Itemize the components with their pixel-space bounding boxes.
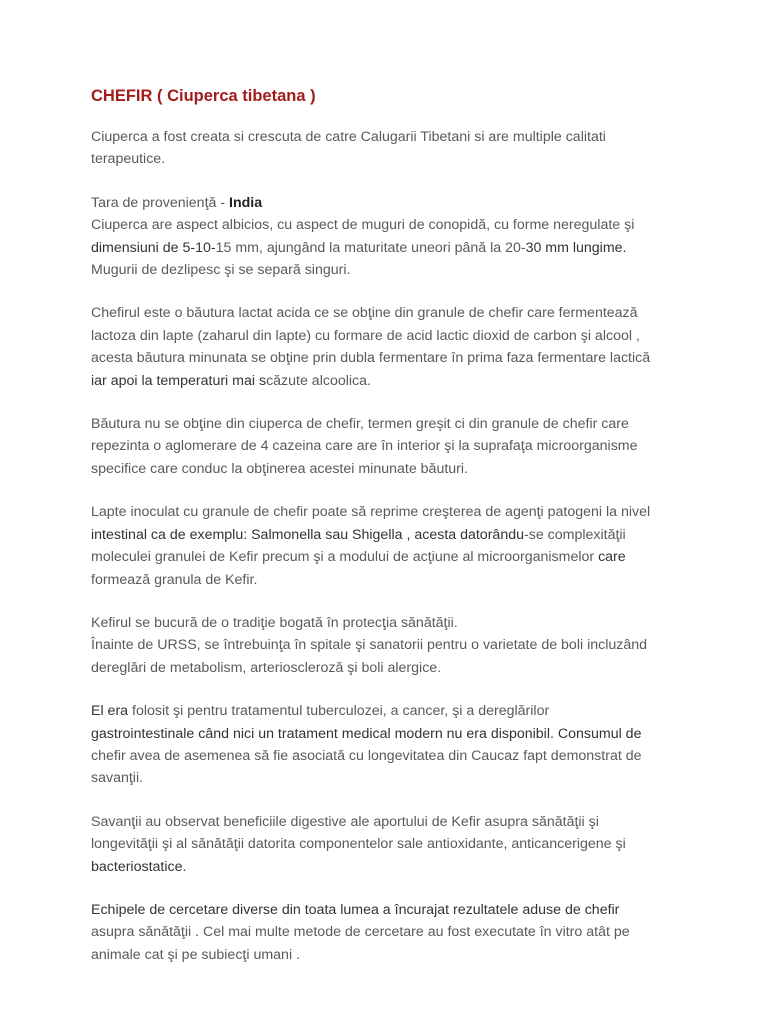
- paragraph-drink: [91, 302, 691, 392]
- paragraph-pathogens: [91, 501, 691, 591]
- text-line: formează granula de Kefir.: [91, 571, 258, 588]
- text-line: Înainte de URSS, se întrebuinţa în spitale şi sanatorii pentru o varietate de boli incluzând: [91, 637, 648, 654]
- country-value: India: [229, 194, 263, 211]
- text-line: chefir avea de asemenea să fie asociată cu longevitatea din Caucaz fapt demonstrat de: [91, 747, 642, 764]
- text-line: Ciuperca are aspect albicios, cu aspect de muguri de conopidă, cu forme neregulate şi: [91, 217, 635, 234]
- text-line: specifice care conduc la obţinerea acestei minunate băuturi.: [91, 460, 468, 477]
- text-line: dereglări de metabolism, arterioscleroză şi boli alergice.: [91, 659, 442, 676]
- text-line: repezinta o aglomerare de 4 cazeina care are în interior şi la suprafaţa microorganisme: [91, 438, 638, 455]
- text-line: Savanţii au observat beneficiile digestive ale aportului de Kefir asupra sănătăţii şi: [91, 813, 599, 830]
- text-line: bacteriostatice.: [91, 858, 187, 875]
- text-line: longevităţii şi al sănătăţii datorita componentelor sale antioxidante, anticancerigene şi: [91, 836, 626, 853]
- text-line: Ciuperca a fost creata si crescuta de catre Calugarii Tibetani si are multiple calitati: [91, 129, 606, 145]
- paragraph-tradition: [91, 612, 691, 679]
- paragraph-granules: [91, 413, 691, 480]
- paragraph-description: [91, 192, 691, 282]
- text-line: iar apoi la temperaturi mai scăzute alcoolica.: [91, 372, 371, 389]
- text-line: gastrointestinale când nici un tratament medical modern nu era disponibil. Consumul de: [91, 725, 642, 742]
- paragraph-origin: [91, 126, 691, 171]
- text-line: dimensiuni de 5-10-15 mm, ajungând la maturitate uneori până la 20-30 mm lungime.: [91, 239, 627, 256]
- text-line: [91, 192, 691, 214]
- text-line: lactoza din lapte (zaharul din lapte) cu formare de acid lactic dioxid de carbon şi alcool ,: [91, 327, 640, 344]
- country-label: Tara de provenienţă -: [91, 194, 230, 211]
- document-title: CHEFIR ( Ciuperca tibetana ): [91, 87, 316, 105]
- text-line: asupra sănătăţii . Cel mai multe metode de cercetare au fost executate în vitro atât pe: [91, 924, 630, 941]
- text-line: Echipele de cercetare diverse din toata lumea a încurajat rezultatele aduse de chefir: [91, 901, 620, 918]
- text-line: El era folosit şi pentru tratamentul tuberculozei, a cancer, şi a dereglărilor: [91, 703, 550, 720]
- text-line: savanţii.: [91, 770, 144, 787]
- paragraph-benefits: [91, 811, 691, 878]
- text-line: acesta băutura minunata se obţine prin dubla fermentare în prima faza fermentare lactică: [91, 350, 651, 367]
- text-line: Chefirul este o băutura lactat acida ce se obţine din granule de chefir care fermentează: [91, 305, 638, 322]
- paragraph-research: [91, 899, 691, 966]
- text-line: animale cat şi pe subiecţi umani .: [91, 946, 300, 963]
- document-page: [91, 86, 691, 987]
- text-line: terapeutice.: [91, 151, 166, 168]
- paragraph-treatment: [91, 700, 691, 790]
- text-line: Kefirul se bucură de o tradiţie bogată în protecţia sănătăţii.: [91, 614, 458, 631]
- text-line: moleculei granulei de Kefir precum şi a modului de acţiune al microorganismelor care: [91, 549, 626, 566]
- text-line: Băutura nu se obţine din ciuperca de chefir, termen greşit ci din granule de chefir care: [91, 416, 629, 433]
- text-line: Lapte inoculat cu granule de chefir poate să reprime creşterea de agenţi patogeni la nivel: [91, 504, 651, 521]
- text-line: intestinal ca de exemplu: Salmonella sau Shigella , acesta datorându-se complexităţii: [91, 526, 626, 543]
- text-line: Mugurii de dezlipesc şi se separă singuri.: [91, 262, 351, 279]
